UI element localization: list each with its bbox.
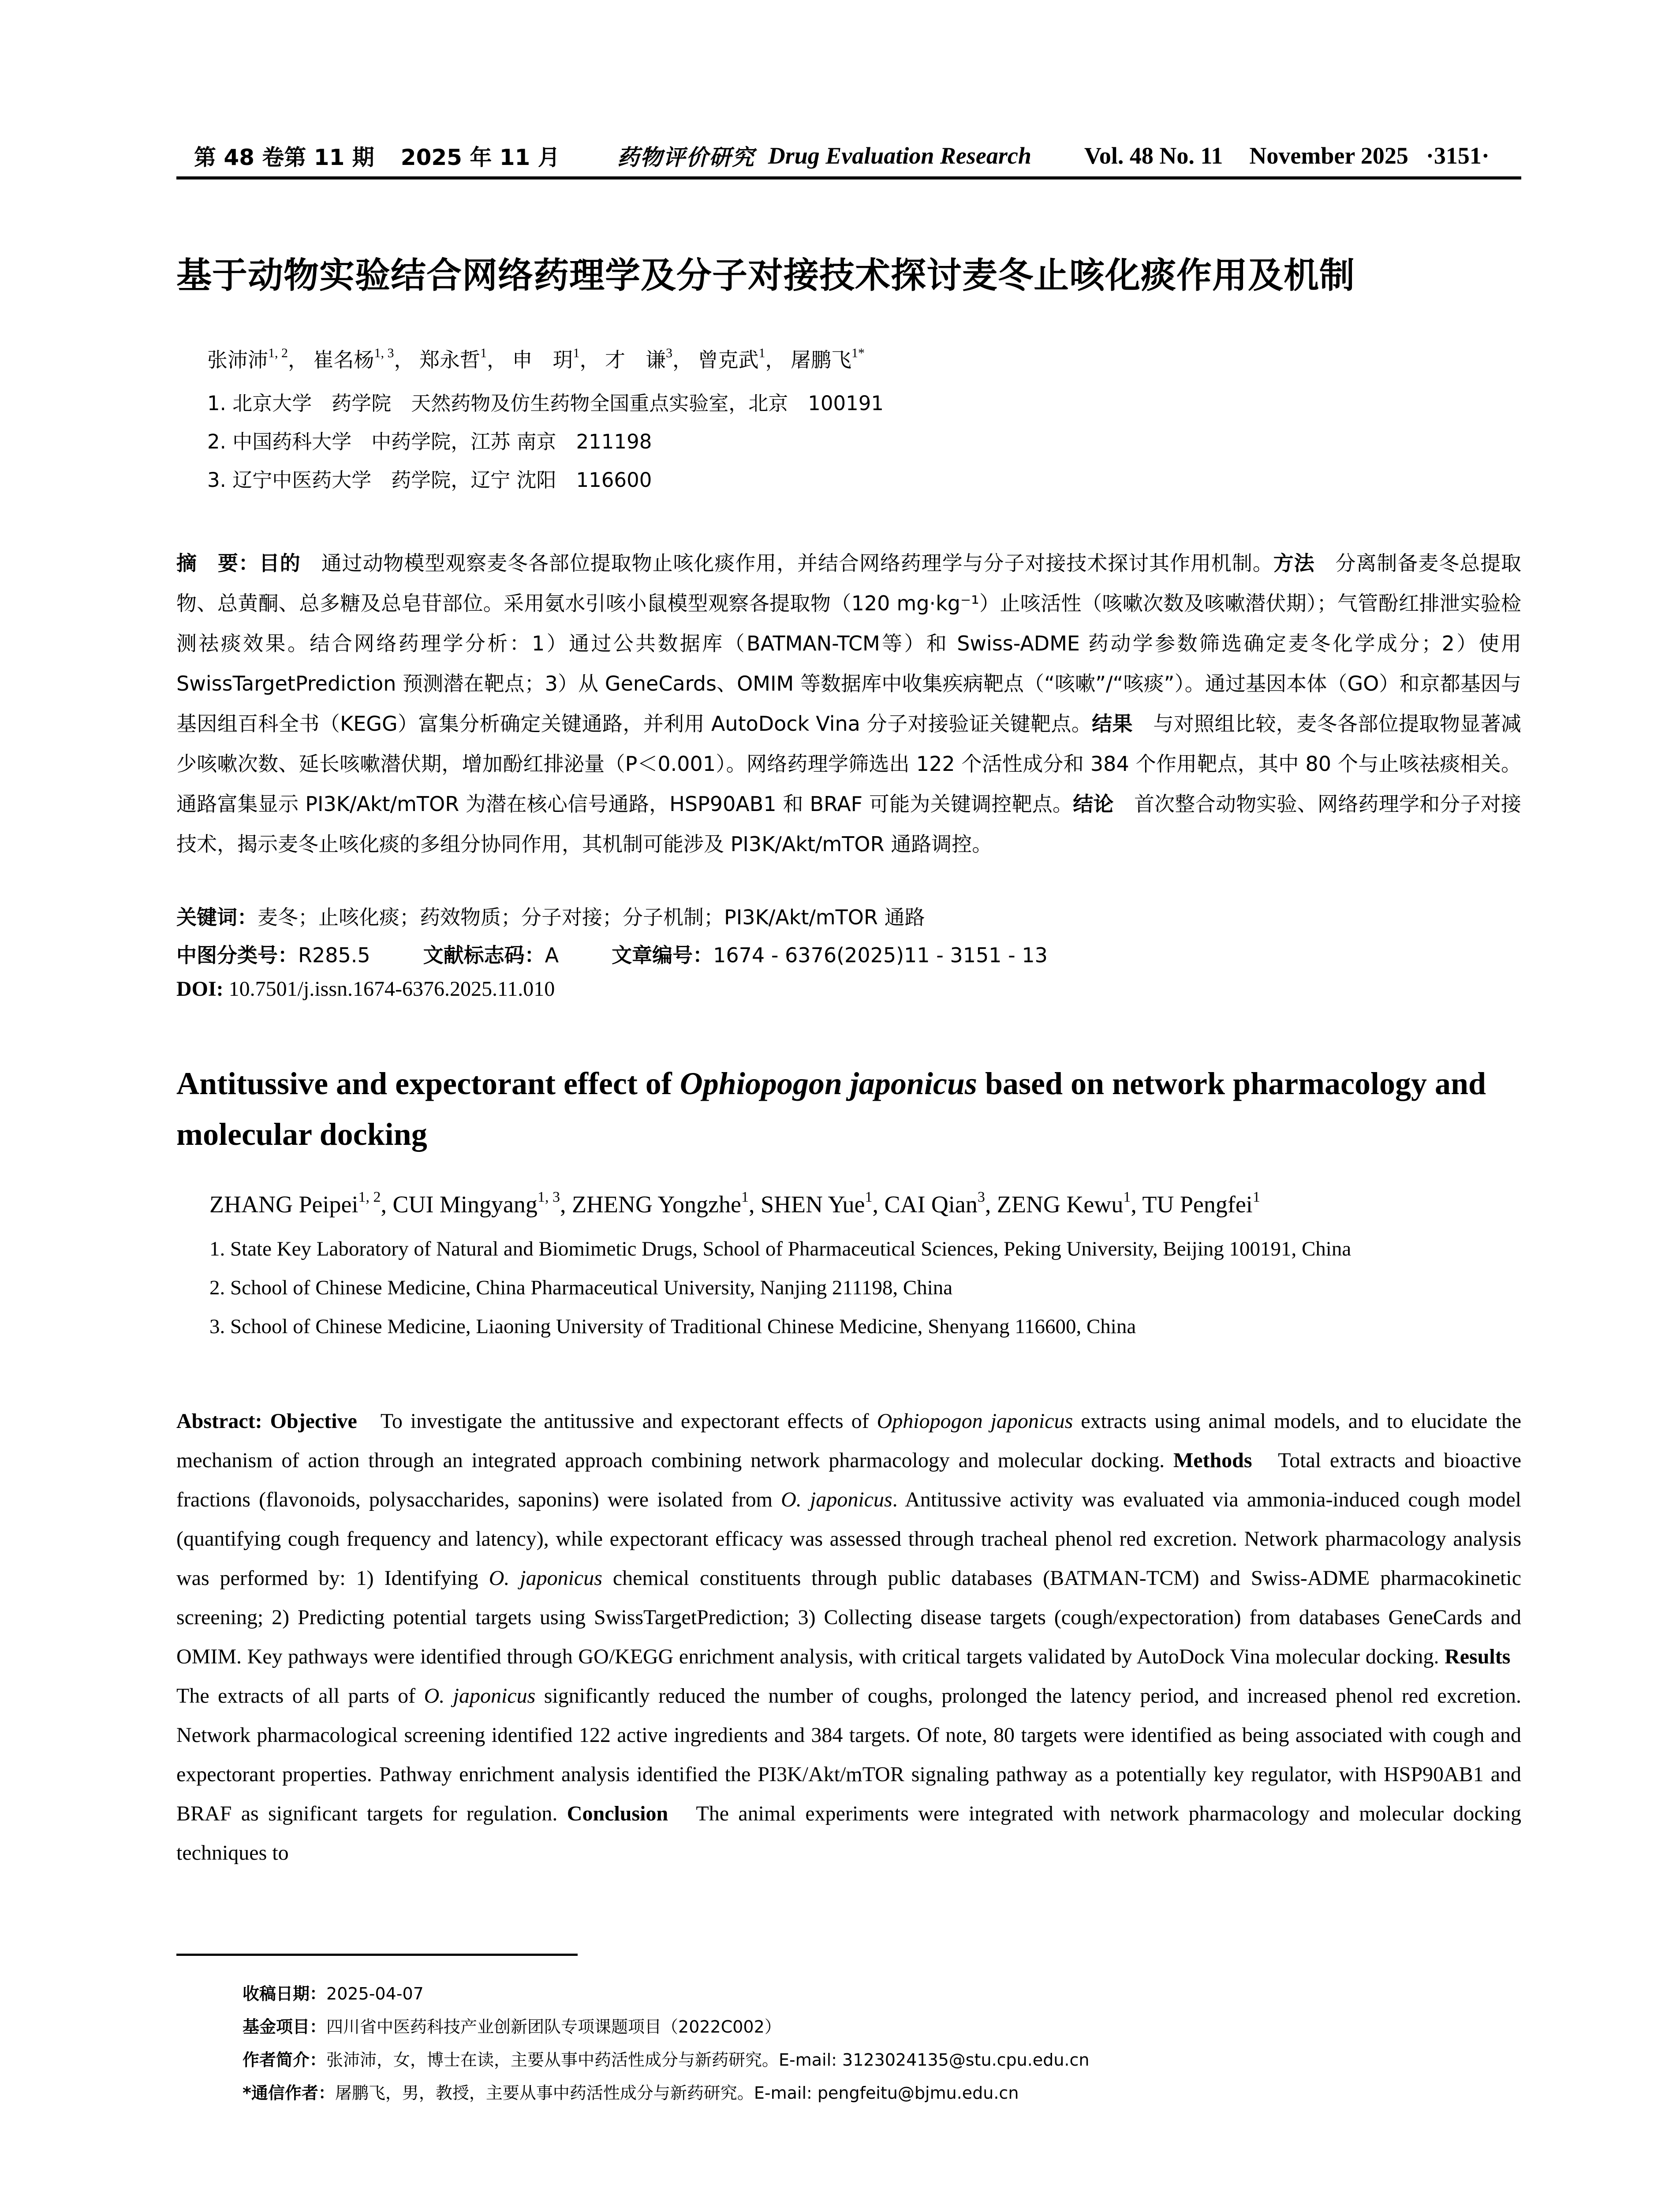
running-header	[176, 140, 1521, 171]
clc-number: R285.5	[298, 943, 370, 967]
author-cn: 崔名杨$^{1, 3}$，	[313, 346, 414, 371]
authors-en	[209, 1191, 1260, 1218]
authors-cn	[207, 344, 865, 373]
affiliation-en: 3. School of Chinese Medicine, Liaoning University of Traditional Chinese Medicine, Shenyang 116600, China	[209, 1315, 1136, 1338]
author-en: TU Pengfei$^1$	[1142, 1189, 1260, 1218]
author-cn: 曾克武$^1$，	[698, 346, 786, 371]
affiliation-cn: 1. 北京大学 药学院 天然药物及仿生药物全国重点实验室，北京 100191	[207, 392, 884, 415]
affiliation-cn: 3. 辽宁中医药大学 药学院，辽宁 沈阳 116600	[207, 468, 652, 492]
date-en: November 2025	[1249, 142, 1408, 169]
author-en: ZHENG Yongzhe$^1$,	[571, 1189, 761, 1218]
objective-label-en: Objective	[270, 1409, 357, 1433]
author-en: CAI Qian$^3$,	[884, 1189, 997, 1218]
conclusion-cn: 首次整合动物实验、网络药理学和分子对接技术，揭示麦冬止咳化痰的多组分协同作用，其机制可能涉及 PI3K/Akt/mTOR 通路调控。	[176, 792, 1522, 856]
journal-name-en: Drug Evaluation Research	[768, 142, 1031, 169]
footnote-corresponding: *通信作者：屠鹏飞，男，教授，主要从事中药活性成分与新药研究。E-mail: pengfeitu@bjmu.edu.cn	[243, 2083, 1019, 2103]
footnote-rule	[176, 1954, 578, 1956]
results-cn: 与对照组比较，麦冬各部位提取物显著减少咳嗽次数、延长咳嗽潜伏期，增加酚红排泌量（P＜0.001）。网络药理学筛选出 122 个活性成分和 384 个作用靶点，其中 80 个与止咳祛痰相关。通路富集显示 PI3K/Akt/mTOR 为潜在核心信号通路，HSP90AB1 和 BRAF 可能为关键调控靶点。	[176, 712, 1522, 816]
paper-page	[176, 0, 1521, 2205]
conclusion-label-en: Conclusion	[567, 1802, 668, 1825]
conclusion-label-cn: 结论	[1073, 792, 1114, 816]
methods-cn: 分离制备麦冬总提取物、总黄酮、总多糖及总皂苷部位。采用氨水引咳小鼠模型观察各提取物（120 mg·kg⁻¹）止咳活性（咳嗽次数及咳嗽潜伏期）；气管酚红排泄实验检测祛痰效果。结合网络药理学分析：1）通过公共数据库（BATMAN-TCM等）和 Swiss-ADME 药动学参数筛选确定麦冬化学成分；2）使用 SwissTargetPrediction 预测潜在靶点；3）从 GeneCards、OMIM 等数据库中收集疾病靶点（“咳嗽”/“咳痰”）。通过基因本体（GO）和京都基因与基因组百科全书（KEGG）富集分析确定关键通路，并利用 AutoDock Vina 分子对接验证关键靶点。	[176, 551, 1521, 736]
results-label-cn: 结果	[1092, 712, 1133, 736]
journal-logo: 药物评价研究	[617, 144, 755, 170]
volume-cn: 第 48 卷第 11 期	[194, 145, 374, 170]
abstract-label-en: Abstract:	[176, 1409, 262, 1433]
species-name: Ophiopogon japonicus	[679, 1066, 977, 1101]
abstract-en: Abstract: Objective To investigate the antitussive and expectorant effects of Ophiopogon japonicus extracts using animal models, and to elucidate the mechanism of action through an integrated approach combining network pharmacology and molecular docking. Methods Total extracts and bioactive fractions (flavonoids, polysaccharides, saponins) were isolated from O. japonicus. Antitussive activity was evaluated via ammonia-induced cough model (quantifying cough frequency and latency), while expectorant efficacy was assessed through tracheal phenol red excretion. Network pharmacology analysis was performed by: 1) Identifying O. japonicus chemical constituents through public databases (BATMAN-TCM) and Swiss-ADME pharmacokinetic screening; 2) Predicting potential targets using SwissTargetPrediction; 3) Collecting disease targets (cough/expectoration) from databases GeneCards and OMIM. Key pathways were identified through GO/KEGG enrichment analysis, with critical targets validated by AutoDock Vina molecular docking. Results The extracts of all parts of O. japonicus significantly reduced the number of coughs, prolonged the latency period, and increased phenol red excretion. Network pharmacological screening identified 122 active ingredients and 384 targets. Of note, 80 targets were identified as being associated with cough and expectorant properties. Pathway enrichment analysis identified the PI3K/Akt/mTOR signaling pathway as a potentially key regulator, with HSP90AB1 and BRAF as significant targets for regulation. Conclusion The animal experiments were integrated with network pharmacology and molecular docking techniques to	[176, 1409, 1522, 1865]
author-cn: 才 谦$^3$，	[605, 346, 693, 371]
classification-line: 中图分类号：R285.5 文献标志码：A 文章编号：1674 - 6376(2025)11 - 3151 - 13	[176, 943, 1048, 967]
document-code: A	[545, 943, 559, 967]
date-cn: 2025 年 11 月	[400, 145, 560, 170]
footnote-fund: 基金项目：四川省中医药科技产业创新团队专项课题项目（2022C002）	[243, 2017, 781, 2037]
author-en: SHEN Yue$^1$,	[760, 1189, 885, 1218]
methods-label-cn: 方法	[1273, 551, 1315, 575]
abstract-label-cn: 摘 要：	[176, 551, 259, 575]
affiliation-en: 1. State Key Laboratory of Natural and Biomimetic Drugs, School of Pharmaceutical Sciences, Peking University, Beijing 100191, China	[209, 1237, 1351, 1260]
author-en: ZENG Kewu$^1$,	[997, 1189, 1142, 1218]
footnote-received: 收稿日期：2025-04-07	[243, 1984, 424, 2003]
affiliation-en: 2. School of Chinese Medicine, China Pharmaceutical University, Nanjing 211198, China	[209, 1276, 953, 1299]
volume-en: Vol. 48 No. 11	[1084, 142, 1223, 169]
author-cn: 张沛沛$^{1, 2}$，	[207, 346, 308, 371]
keywords-cn: 关键词：麦冬；止咳化痰；药效物质；分子对接；分子机制；PI3K/Akt/mTOR 通路	[176, 905, 925, 929]
doi-value: 10.7501/j.issn.1674-6376.2025.11.010	[228, 977, 555, 1001]
title-en: Antitussive and expectorant effect of Ophiopogon japonicus based on network pharmacology and molecular docking	[176, 1066, 1486, 1152]
author-cn: 申 玥$^1$，	[512, 346, 600, 371]
header-rule	[176, 176, 1521, 179]
affiliation-cn: 2. 中国药科大学 中药学院，江苏 南京 211198	[207, 430, 652, 453]
title-cn: 基于动物实验结合网络药理学及分子对接技术探讨麦冬止咳化痰作用及机制	[176, 255, 1355, 296]
objective-cn: 通过动物模型观察麦冬各部位提取物止咳化痰作用，并结合网络药理学与分子对接技术探讨其作用机制。	[321, 551, 1273, 575]
methods-label-en: Methods	[1173, 1449, 1252, 1472]
abstract-cn	[176, 543, 1521, 864]
article-number: 1674 - 6376(2025)11 - 3151 - 13	[713, 943, 1048, 967]
author-cn: 郑永哲$^1$，	[419, 346, 507, 371]
author-en: CUI Mingyang$^{1, 3}$,	[392, 1189, 572, 1218]
author-cn: 屠鹏飞$^{1*}$	[791, 346, 865, 371]
doi-line: DOI: 10.7501/j.issn.1674-6376.2025.11.010	[176, 977, 555, 1001]
footnote-author-bio: 作者简介：张沛沛，女，博士在读，主要从事中药活性成分与新药研究。E-mail: 3123024135@stu.cpu.edu.cn	[243, 2050, 1090, 2070]
page-number: ·3151·	[1426, 142, 1490, 169]
results-label-en: Results	[1445, 1645, 1511, 1668]
author-en: ZHANG Peipei$^{1, 2}$,	[209, 1189, 393, 1218]
objective-label-cn: 目的	[259, 551, 301, 575]
